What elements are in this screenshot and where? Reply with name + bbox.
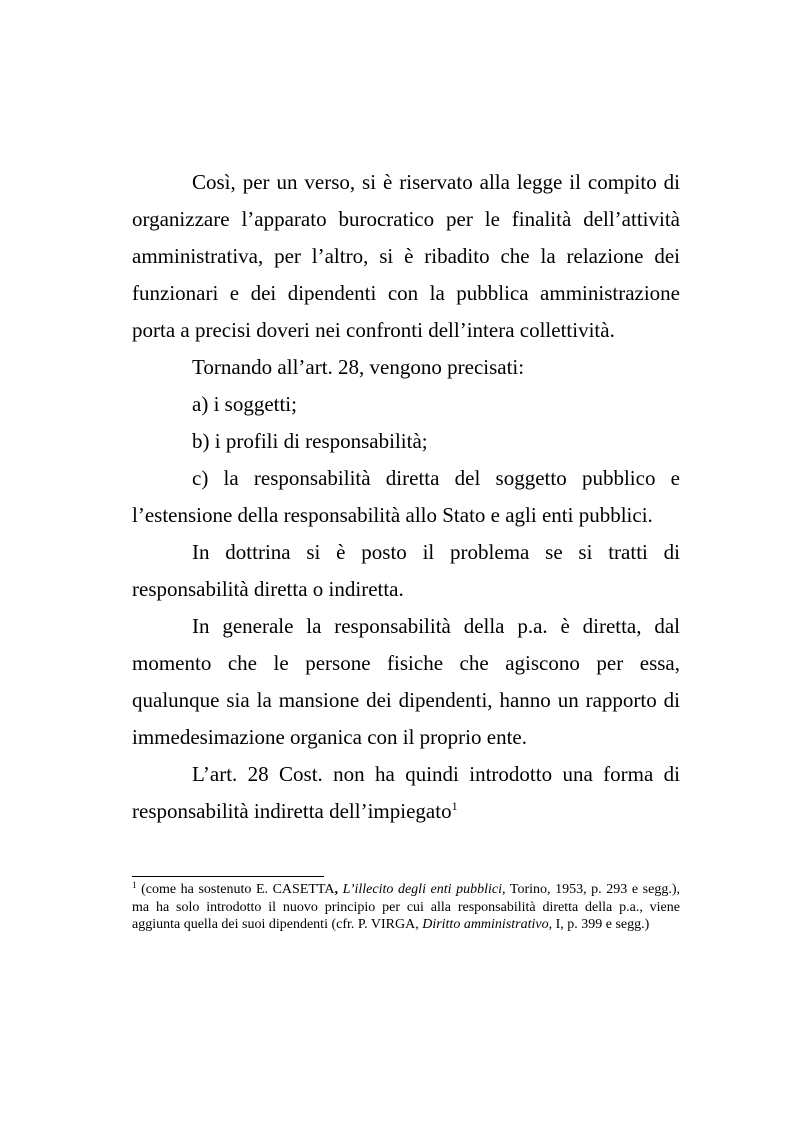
footnote-citation-title-1: L’illecito degli enti pubblici, bbox=[337, 882, 506, 897]
paragraph-8-text: L’art. 28 Cost. non ha quindi introdotto una forma di responsabilità indiretta dell’impiegato bbox=[132, 762, 680, 823]
footnote-citation-title-2: Diritto amministrativo, bbox=[422, 917, 553, 932]
footnote-1 bbox=[132, 881, 680, 934]
paragraph-6: In dottrina si è posto il problema se si tratti di responsabilità diretta o indiretta. bbox=[132, 540, 680, 601]
list-item-c: c) la responsabilità diretta del soggetto pubblico e l’estensione della responsabilità allo Stato e agli enti pubblici. bbox=[132, 466, 680, 527]
list-item-a: a) i soggetti; bbox=[192, 392, 297, 416]
footnote-text-3: I, p. 399 e segg.) bbox=[552, 917, 650, 932]
paragraph-2: Tornando all’art. 28, vengono precisati: bbox=[192, 355, 525, 379]
paragraph-8 bbox=[132, 756, 680, 830]
footnote-number: 1 bbox=[132, 880, 137, 890]
footnote-comma: , bbox=[334, 882, 338, 897]
footnote-text-1: (come ha sostenuto E. CASETTA bbox=[136, 882, 335, 897]
paragraph-1: Così, per un verso, si è riservato alla legge il compito di organizzare l’apparato burocratico per le finalità dell’attività amministrativa, per l’altro, si è ribadito che la relazione dei funzionari e dei dipendenti con la pubblica amministrazione porta a precisi doveri nei confronti dell’intera collettività. bbox=[132, 170, 680, 342]
footnote-text-2: Torino, 1953, p. 293 e segg.), ma ha solo introdotto il nuovo principio per cui alla responsabilità diretta della p.a., viene aggiunta quella dei suoi dipendenti (cfr. P. VIRGA, bbox=[132, 882, 680, 932]
footnote-separator bbox=[132, 876, 324, 877]
paragraph-7: In generale la responsabilità della p.a. è diretta, dal momento che le persone fisiche che agiscono per essa, qualunque sia la mansione dei dipendenti, hanno un rapporto di immedesimazione organica con il proprio ente. bbox=[132, 614, 680, 749]
body-text bbox=[132, 164, 680, 830]
list-item-b: b) i profili di responsabilità; bbox=[192, 429, 428, 453]
footnote-reference[interactable]: 1 bbox=[451, 799, 458, 813]
